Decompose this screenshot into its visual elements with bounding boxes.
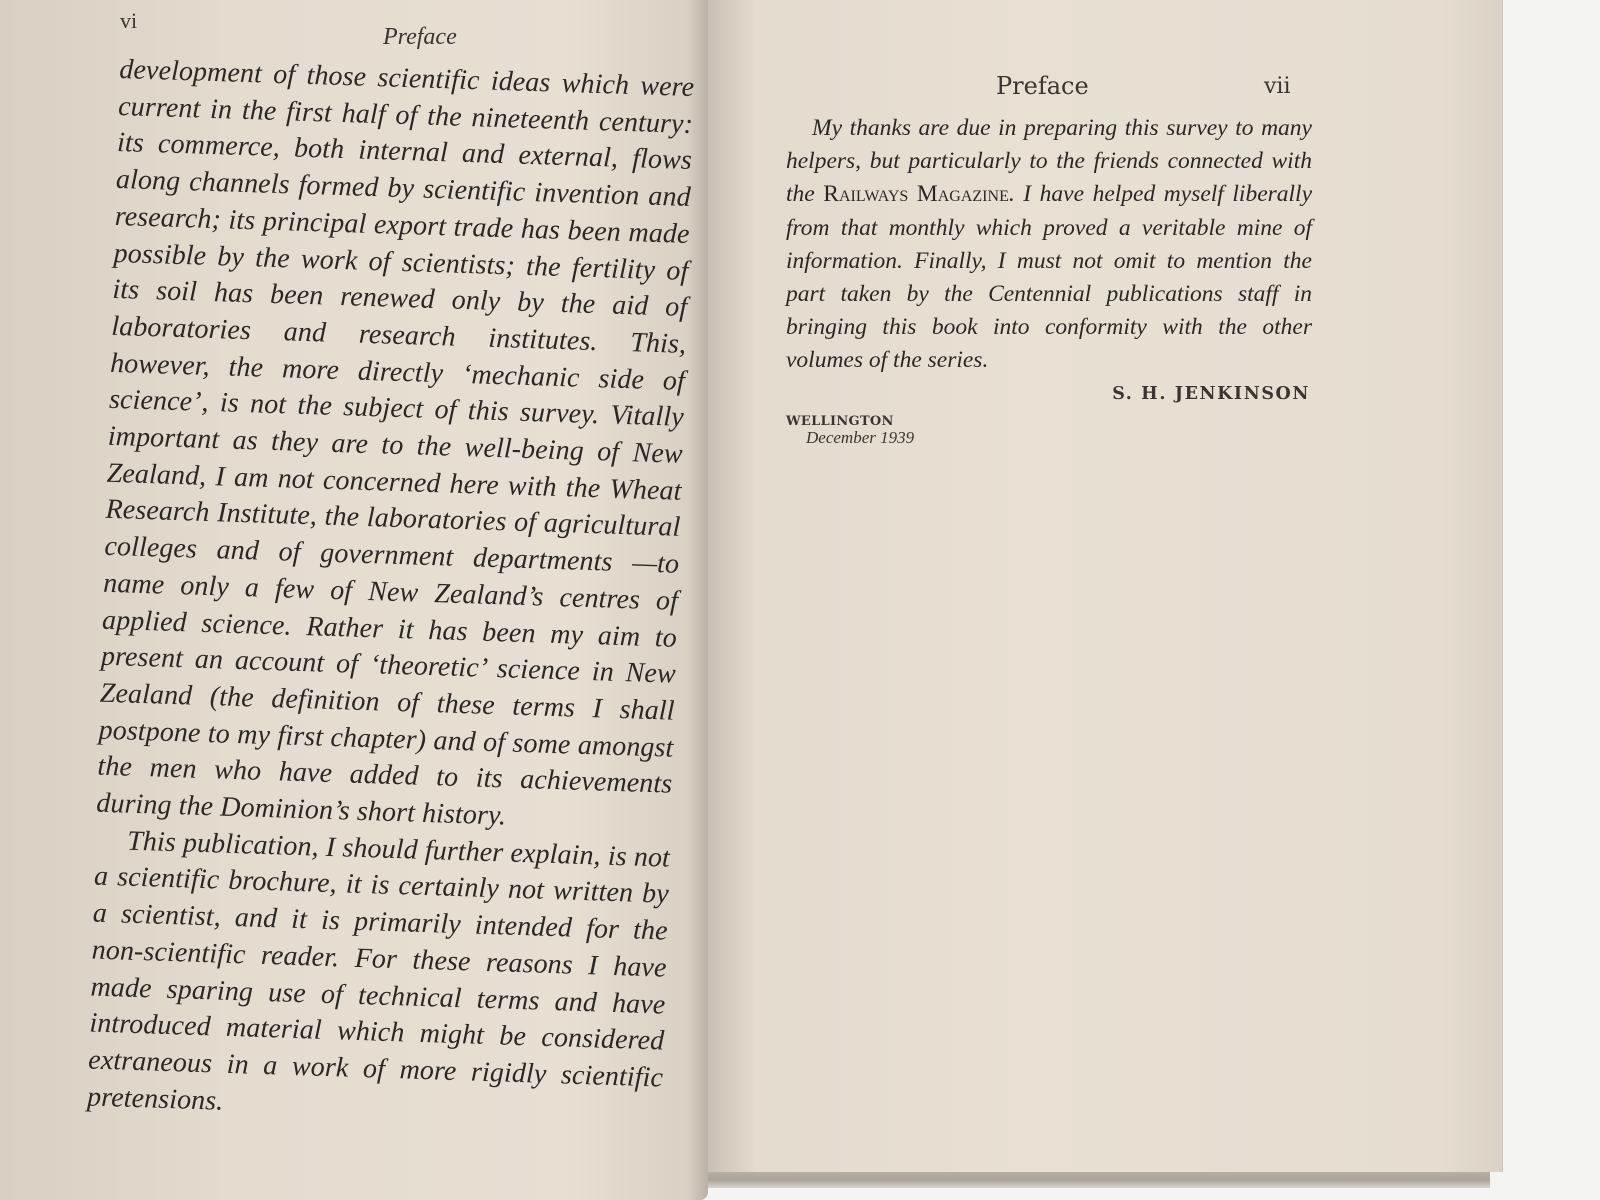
date-line: December 1939 [806,428,915,447]
acknowledgements-paragraph [786,112,1312,378]
left-body-text [87,52,695,1134]
paragraph: development of those scientific ideas which were current in the first half of the nineteenth century: its commerce, both internal and external, flows along channels formed by scientific invention and research; its principal export trade has been made possible by the work of scientists; the fertility of its soil has been renewed only by the aid of laboratories and research institutes. This, however, the more directly ‘mechanic side of science’, is not the subject of this survey. Vitally important as they are to the well-being of New Zealand, I am not concerned here with the Wheat Research Institute, the laboratories of agricultural colleges and of government departments —to name only a few of New Zealand’s centres of applied science. Rather it has been my aim to present an account of ‘theoretic’ science in New Zealand (the definition of these terms I shall postpone to my first chapter) and of some amongst the men who have added to its achievements during the Dominion’s short history. [95,53,695,832]
paragraph-text: My thanks are due in preparing this survey to many helpers, but particularly to the friends connected with the [786,115,1312,208]
page-number-right: vii [1264,74,1291,99]
paragraph [786,112,1312,378]
page-number-left: vi [120,8,138,33]
running-head-right: Preface [996,72,1089,100]
author-signature: S. H. JENKINSON [1112,384,1310,404]
running-head-left: Preface [383,24,457,50]
paragraph-text: . I have helped myself liberally from that monthly which proved a veritable mine of information. Finally, I must not omit to mention the part taken by the Centennial publications staff in bringing this book into conformity with the other volumes of the series. [786,181,1313,374]
magazine-name: Railways Magazine [823,181,1009,208]
left-page [0,0,708,1200]
place-name: WELLINGTON [786,414,894,429]
paragraph: This publication, I should further explain, is not a scientific brochure, it is certainly not written by a scientist, and it is primarily intended for the non-scientific reader. For these reasons I have made sparing use of technical terms and have introduced material which might be considered extraneous in a work of more rigidly scientific pretensions. [86,825,671,1117]
